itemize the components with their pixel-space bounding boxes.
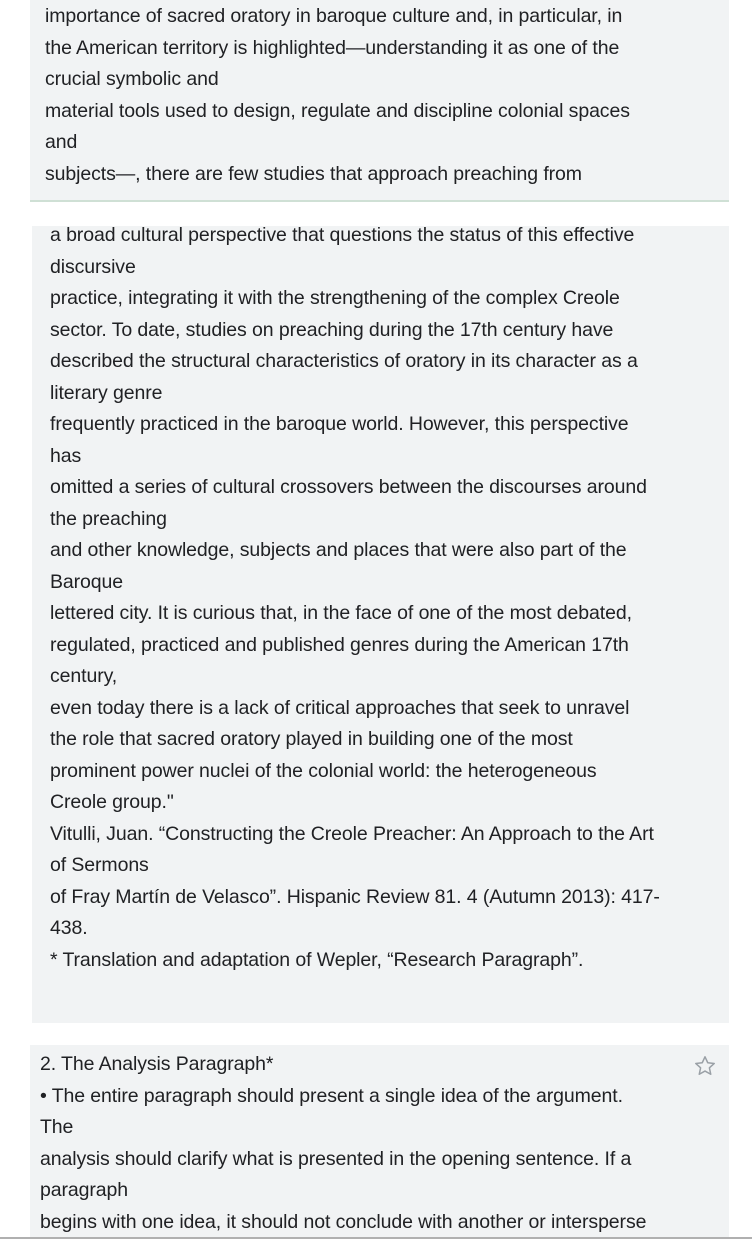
text-line: practice, integrating it with the strengthening of the complex Creole xyxy=(50,287,620,309)
text-line: described the structural characteristics of oratory in its character as a xyxy=(50,350,638,372)
note-heading: 2. The Analysis Paragraph* xyxy=(40,1053,274,1075)
citation-line: of Sermons xyxy=(50,854,149,876)
text-line: century, xyxy=(50,665,118,687)
text-line: the American territory is highlighted—understanding it as one of the xyxy=(45,36,620,59)
text-line: Creole group." xyxy=(50,791,174,813)
text-line: omitted a series of cultural crossovers between the discourses around xyxy=(50,476,647,498)
text-line: lettered city. It is curious that, in the face of one of the most debated, xyxy=(50,602,632,624)
citation-line: of Fray Martín de Velasco”. Hispanic Review 81. 4 (Autumn 2013): 417- xyxy=(50,885,660,908)
text-line: prominent power nuclei of the colonial world: the heterogeneous xyxy=(50,759,597,782)
text-line: • The entire paragraph should present a single idea of the argument. xyxy=(40,1084,623,1107)
note-text xyxy=(40,1049,729,1238)
text-line: material tools used to design, regulate and discipline colonial spaces xyxy=(45,99,630,122)
note-text xyxy=(50,220,729,976)
text-line: the preaching xyxy=(50,507,167,530)
text-line: regulated, practiced and published genres during the American 17th xyxy=(50,633,629,656)
text-line: even today there is a lack of critical approaches that seek to unravel xyxy=(50,696,630,719)
text-line: crucial symbolic and xyxy=(45,68,219,90)
note-card-top xyxy=(30,0,729,202)
text-line: Baroque xyxy=(50,570,124,593)
citation-line: 438. xyxy=(50,917,88,939)
text-line: the role that sacred oratory played in building one of the most xyxy=(50,728,573,750)
note-text xyxy=(45,1,729,190)
text-line: analysis should clarify what is presented in the opening sentence. If a xyxy=(40,1147,632,1170)
star-outline-icon[interactable] xyxy=(693,1054,717,1078)
note-card-middle xyxy=(32,226,729,1023)
text-line: subjects—, there are few studies that approach preaching from xyxy=(45,162,582,185)
citation-line: Vitulli, Juan. “Constructing the Creole Preacher: An Approach to the Art xyxy=(50,822,654,845)
text-line: importance of sacred oratory in baroque culture and, in particular, in xyxy=(45,5,623,27)
text-line: frequently practiced in the baroque world. However, this perspective xyxy=(50,413,629,435)
text-line: has xyxy=(50,444,82,467)
text-line: and other knowledge, subjects and places that were also part of the xyxy=(50,539,627,561)
text-line: discursive xyxy=(50,255,136,278)
text-line: and xyxy=(45,131,78,153)
text-line: begins with one idea, it should not conclude with another or intersperse xyxy=(40,1210,647,1233)
footnote-line: * Translation and adaptation of Wepler, “Research Paragraph”. xyxy=(50,948,584,971)
text-line: literary genre xyxy=(50,381,163,404)
text-line: paragraph xyxy=(40,1179,129,1201)
text-line: a broad cultural perspective that questions the status of this effective xyxy=(50,224,635,246)
note-card-analysis-paragraph[interactable] xyxy=(30,1045,729,1239)
text-line: The xyxy=(40,1116,74,1138)
text-line: sector. To date, studies on preaching during the 17th century have xyxy=(50,318,614,341)
